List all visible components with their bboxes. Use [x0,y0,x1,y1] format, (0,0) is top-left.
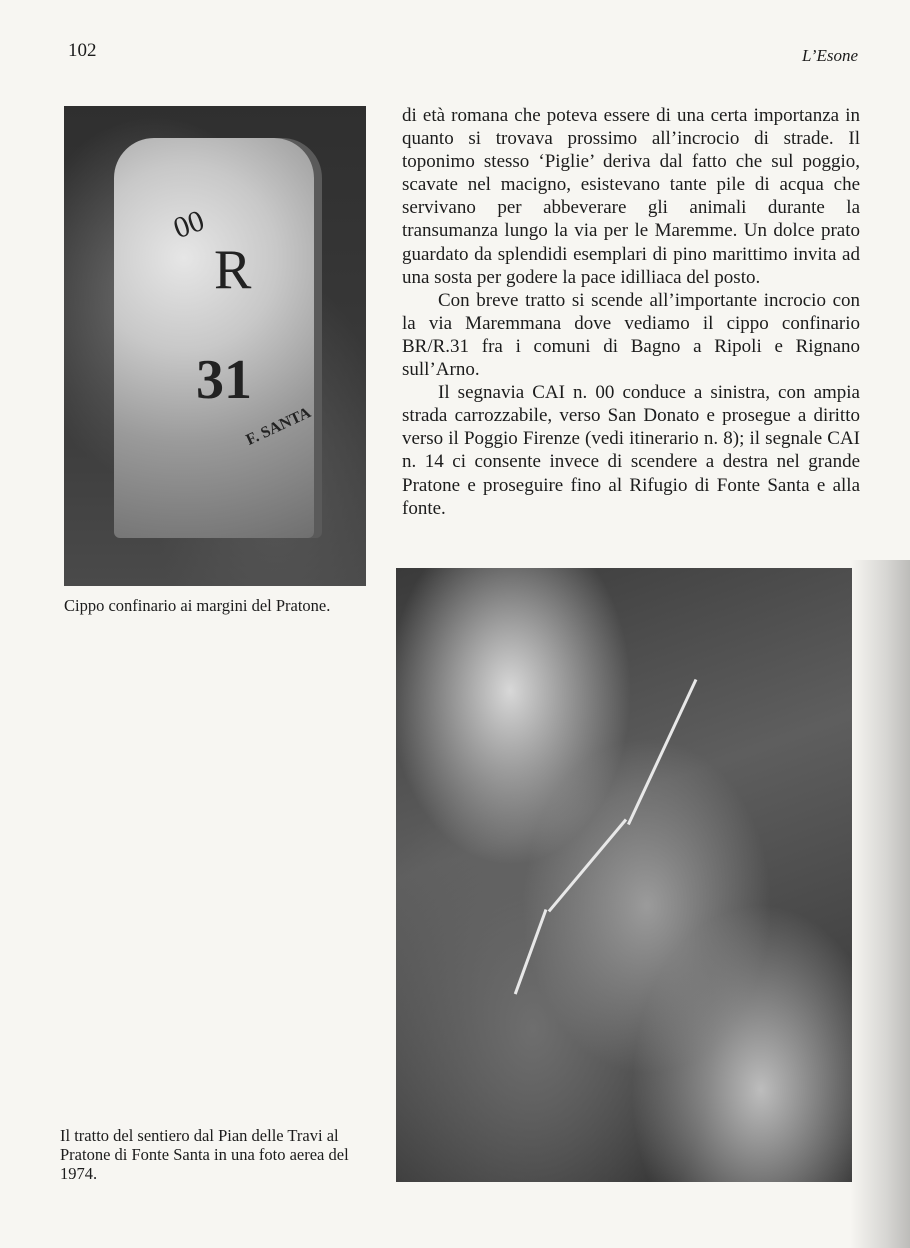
body-text [402,104,860,520]
paragraph-3: Il segnavia CAI n. 00 conduce a sinistra, con ampia strada carrozzabile, verso San Donato e prosegue a diritto verso il Poggio Firenze (vedi itinerario n. 8); il segnale CAI n. 14 ci consente invece di scendere a destra nel grande Pratone e proseguire fino al Rifugio di Fonte Santa e alla fonte. [402,382,860,519]
running-head: L’Esone [801,46,858,65]
figure-2-caption: Il tratto del sentiero dal Pian delle Travi al Pratone di Fonte Santa in una foto aerea del 1974. [60,1126,349,1183]
stone-mark-side: F. SANTA [243,404,314,449]
trail-line [627,679,697,825]
page-number: 102 [68,40,97,61]
milestone-photo [64,106,366,586]
stone-mark-letter: R [214,239,252,301]
paragraph-1: di età romana che poteva essere di una certa importanza in quanto si trovava prossimo all’incrocio di strade. Il toponimo stesso ‘Piglie’ deriva dal fatto che sul poggio, scavate nel macigno, esistevano tante pile di acqua che servivano per abbeverare gli animali durante la transumanza lungo la via per le Maremme. Un dolce prato guardato da splendidi esemplari di pino marittimo invita ad una sosta per godere la pace idilliaca del posto. [402,105,860,288]
page-edge-shadow [850,560,910,1248]
paragraph-2: Con breve tratto si scende all’importante incrocio con la via Maremmana dove vediamo il cippo confinario BR/R.31 fra i comuni di Bagno a Ripoli e Rignano sull’Arno. [402,289,860,381]
trail-line [548,819,627,913]
stone-mark-number: 31 [196,349,252,411]
trail-line [514,909,548,995]
stone-mark-top: 00 [169,203,209,246]
aerial-photo [396,568,852,1182]
boundary-stone [114,138,314,538]
figure-1-caption: Cippo confinario ai margini del Pratone. [64,596,331,615]
